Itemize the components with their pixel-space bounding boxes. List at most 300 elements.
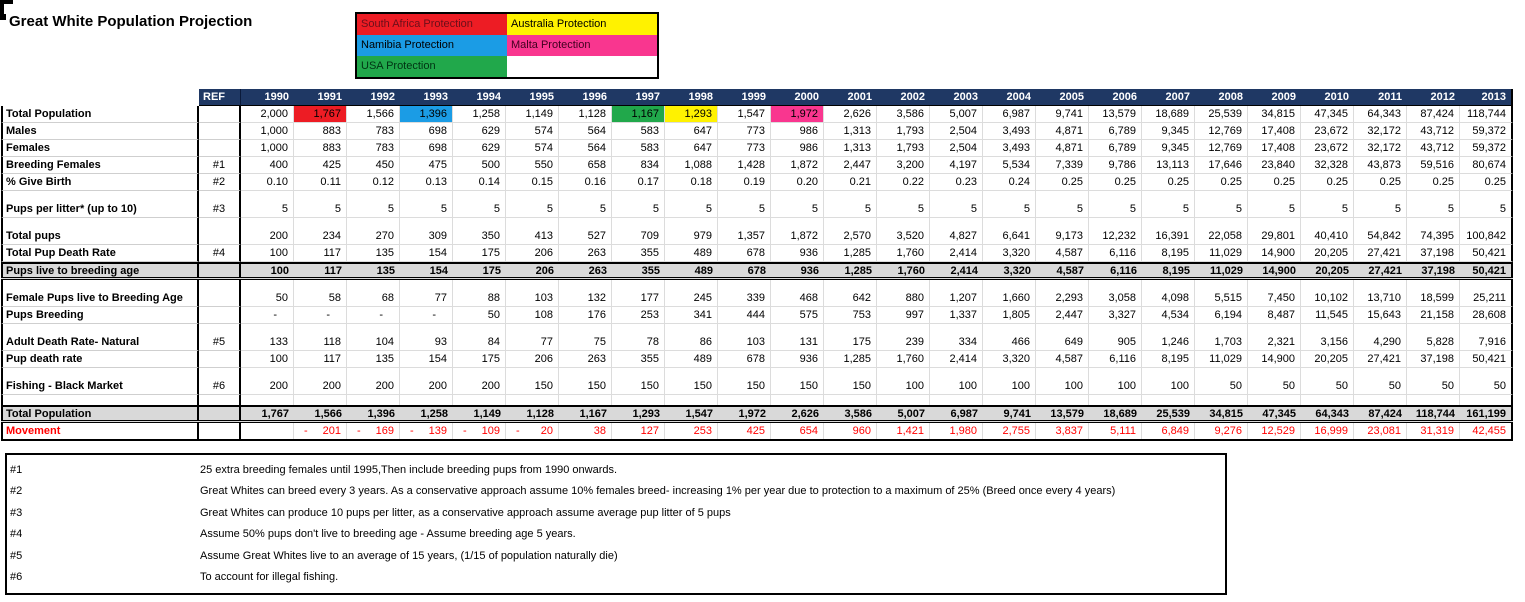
year-header-2008[interactable]: 2008 [1195,89,1248,106]
cell-spacer-2010[interactable] [1301,395,1354,405]
cell-give-birth-2004[interactable]: 0.24 [983,174,1036,191]
row-label[interactable]: Total Pup Death Rate [1,245,199,262]
cell-total-population-1996[interactable]: 1,128 [559,106,612,123]
cell-adult-death-rate-natural-2009[interactable]: 2,321 [1248,334,1301,351]
cell-total-pups-2005[interactable]: 9,173 [1036,228,1089,245]
cell-female-pups-live-to-breeding-age-2003[interactable]: 1,207 [930,290,983,307]
cell-spacer-1998[interactable] [665,191,718,201]
cell-spacer-2010[interactable] [1301,218,1354,228]
cell-give-birth-1997[interactable]: 0.17 [612,174,665,191]
cell-spacer-2004[interactable] [983,218,1036,228]
cell-pups-per-litter-up-to-10-2008[interactable]: 5 [1195,201,1248,218]
cell-spacer-2011[interactable] [1354,395,1407,405]
cell-females-2005[interactable]: 4,871 [1036,140,1089,157]
cell-spacer-2002[interactable] [877,368,930,378]
cell-spacer-2002[interactable] [877,191,930,201]
cell-breeding-females-1994[interactable]: 500 [453,157,506,174]
cell-pups-breeding-2007[interactable]: 4,534 [1142,307,1195,324]
cell-females-1997[interactable]: 583 [612,140,665,157]
cell-spacer-2004[interactable] [983,368,1036,378]
cell-pup-death-rate-2000[interactable]: 936 [771,351,824,368]
cell-pups-breeding-1995[interactable]: 108 [506,307,559,324]
cell-pup-death-rate-1992[interactable]: 135 [347,351,400,368]
cell-spacer-2004[interactable] [983,280,1036,290]
cell-total-pups-2010[interactable]: 40,410 [1301,228,1354,245]
cell-males-1997[interactable]: 583 [612,123,665,140]
cell-males-2006[interactable]: 6,789 [1089,123,1142,140]
cell-pup-death-rate-2013[interactable]: 50,421 [1460,351,1513,368]
cell-spacer-1993[interactable] [400,218,453,228]
cell-pups-per-litter-up-to-10-1997[interactable]: 5 [612,201,665,218]
cell-spacer-2008[interactable] [1195,218,1248,228]
cell-breeding-females-1991[interactable]: 425 [294,157,347,174]
cell-spacer-2013[interactable] [1460,395,1513,405]
cell-males-2003[interactable]: 2,504 [930,123,983,140]
ref-cell[interactable] [199,423,241,439]
cell-pups-breeding-2011[interactable]: 15,643 [1354,307,1407,324]
cell-spacer-2003[interactable] [930,368,983,378]
cell-give-birth-1998[interactable]: 0.18 [665,174,718,191]
cell-spacer-1995[interactable] [506,324,559,334]
cell-total-population-2012[interactable]: 118,744 [1415,407,1455,420]
ref-cell[interactable] [199,218,241,228]
cell-spacer-2010[interactable] [1301,368,1354,378]
row-label[interactable]: Total Population [1,106,199,123]
cell-spacer-2012[interactable] [1407,218,1460,228]
cell-spacer-1991[interactable] [294,191,347,201]
row-label[interactable]: Total pups [1,228,199,245]
cell-pups-breeding-1990[interactable]: - [241,307,294,324]
cell-fishing-black-market-2012[interactable]: 50 [1407,378,1460,395]
cell-pup-death-rate-2008[interactable]: 11,029 [1195,351,1248,368]
cell-females-1993[interactable]: 698 [400,140,453,157]
cell-pups-live-to-breeding-age-2009[interactable]: 14,900 [1262,264,1296,277]
cell-movement-2004[interactable]: 2,755 [983,423,1036,439]
cell-total-population-1993[interactable]: 1,258 [420,407,448,420]
ref-cell[interactable] [199,307,241,324]
cell-spacer-1991[interactable] [294,395,347,405]
ref-cell[interactable] [199,123,241,140]
cell-total-pup-death-rate-2011[interactable]: 27,421 [1354,245,1407,262]
cell-pup-death-rate-2005[interactable]: 4,587 [1036,351,1089,368]
cell-spacer-2011[interactable] [1354,191,1407,201]
row-label[interactable]: Pup death rate [1,351,199,368]
cell-total-population-2003[interactable]: 5,007 [930,106,983,123]
cell-total-pups-1995[interactable]: 413 [506,228,559,245]
cell-total-population-2010[interactable]: 64,343 [1315,407,1349,420]
ref-cell[interactable] [199,351,241,368]
year-header-2007[interactable]: 2007 [1142,89,1195,106]
cell-spacer-1994[interactable] [453,218,506,228]
cell-movement-1997[interactable]: 127 [612,423,665,439]
cell-pups-per-litter-up-to-10-2012[interactable]: 5 [1407,201,1460,218]
cell-spacer-2000[interactable] [771,324,824,334]
cell-spacer-1998[interactable] [665,368,718,378]
year-header-2004[interactable]: 2004 [983,89,1036,106]
cell-spacer-2008[interactable] [1195,395,1248,405]
cell-total-population-2001[interactable]: 2,626 [824,106,877,123]
cell-give-birth-2012[interactable]: 0.25 [1407,174,1460,191]
legend-item-blank-5[interactable] [507,56,657,77]
cell-fishing-black-market-1990[interactable]: 200 [241,378,294,395]
cell-spacer-2004[interactable] [983,191,1036,201]
cell-pups-live-to-breeding-age-2011[interactable]: 27,421 [1368,264,1402,277]
cell-spacer-1994[interactable] [453,368,506,378]
cell-pups-breeding-1999[interactable]: 444 [718,307,771,324]
cell-pups-per-litter-up-to-10-2007[interactable]: 5 [1142,201,1195,218]
cell-adult-death-rate-natural-2011[interactable]: 4,290 [1354,334,1407,351]
cell-movement-2006[interactable]: 5,111 [1089,423,1142,439]
cell-males-2008[interactable]: 12,769 [1195,123,1248,140]
cell-spacer-2002[interactable] [877,395,930,405]
cell-spacer-2011[interactable] [1354,218,1407,228]
cell-pup-death-rate-1997[interactable]: 355 [612,351,665,368]
cell-adult-death-rate-natural-1996[interactable]: 75 [559,334,612,351]
cell-males-2011[interactable]: 32,172 [1354,123,1407,140]
cell-fishing-black-market-1995[interactable]: 150 [506,378,559,395]
cell-give-birth-1992[interactable]: 0.12 [347,174,400,191]
cell-pups-live-to-breeding-age-2001[interactable]: 1,285 [844,264,872,277]
cell-pups-breeding-1993[interactable]: - [400,307,453,324]
year-header-2012[interactable]: 2012 [1407,89,1460,106]
cell-movement-1991[interactable] [294,423,347,439]
cell-give-birth-2007[interactable]: 0.25 [1142,174,1195,191]
cell-adult-death-rate-natural-1995[interactable]: 77 [506,334,559,351]
cell-breeding-females-1997[interactable]: 834 [612,157,665,174]
cell-pup-death-rate-1993[interactable]: 154 [400,351,453,368]
cell-total-pups-1992[interactable]: 270 [347,228,400,245]
cell-fishing-black-market-2006[interactable]: 100 [1089,378,1142,395]
cell-pups-live-to-breeding-age-2010[interactable]: 20,205 [1315,264,1349,277]
cell-total-population-2013[interactable]: 161,199 [1460,407,1513,420]
cell-pups-live-to-breeding-age-2002[interactable]: 1,760 [897,264,925,277]
cell-total-pup-death-rate-2002[interactable]: 1,760 [877,245,930,262]
cell-give-birth-2006[interactable]: 0.25 [1089,174,1142,191]
cell-spacer-1993[interactable] [400,324,453,334]
cell-breeding-females-2005[interactable]: 7,339 [1036,157,1089,174]
year-header-2001[interactable]: 2001 [824,89,877,106]
cell-total-population-2004[interactable]: 9,741 [1003,407,1031,420]
cell-females-2000[interactable]: 986 [771,140,824,157]
cell-spacer-2005[interactable] [1036,191,1089,201]
cell-total-population-1994[interactable]: 1,149 [473,407,501,420]
cell-female-pups-live-to-breeding-age-2006[interactable]: 3,058 [1089,290,1142,307]
cell-spacer-1993[interactable] [400,368,453,378]
cell-spacer-2005[interactable] [1036,324,1089,334]
year-header-2002[interactable]: 2002 [877,89,930,106]
cell-pups-live-to-breeding-age-2000[interactable]: 936 [800,264,819,277]
legend-item-usa-protection[interactable]: USA Protection [357,56,507,77]
cell-fishing-black-market-1998[interactable]: 150 [665,378,718,395]
cell-spacer-2012[interactable] [1407,191,1460,201]
cell-males-2007[interactable]: 9,345 [1142,123,1195,140]
cell-spacer-2005[interactable] [1036,395,1089,405]
cell-movement-2000[interactable]: 654 [771,423,824,439]
cell-spacer-1999[interactable] [718,395,771,405]
cell-total-pups-1998[interactable]: 979 [665,228,718,245]
cell-total-pups-2003[interactable]: 4,827 [930,228,983,245]
cell-total-population-2006[interactable]: 18,689 [1103,407,1137,420]
cell-spacer-2000[interactable] [771,191,824,201]
cell-spacer-2007[interactable] [1142,280,1195,290]
cell-spacer-2011[interactable] [1354,324,1407,334]
cell-total-pups-2009[interactable]: 29,801 [1248,228,1301,245]
cell-females-2010[interactable]: 23,672 [1301,140,1354,157]
cell-total-pups-2004[interactable]: 6,641 [983,228,1036,245]
cell-give-birth-1993[interactable]: 0.13 [400,174,453,191]
cell-spacer-2007[interactable] [1142,218,1195,228]
cell-movement-2001[interactable]: 960 [824,423,877,439]
cell-total-pup-death-rate-2006[interactable]: 6,116 [1089,245,1142,262]
cell-total-pups-1997[interactable]: 709 [612,228,665,245]
cell-movement-2011[interactable]: 23,081 [1354,423,1407,439]
cell-females-1990[interactable]: 1,000 [241,140,294,157]
cell-movement-2008[interactable]: 9,276 [1195,423,1248,439]
cell-adult-death-rate-natural-2001[interactable]: 175 [824,334,877,351]
row-label[interactable] [1,280,199,290]
row-label[interactable]: Pups per litter* (up to 10) [1,201,199,218]
cell-total-population-2002[interactable]: 5,007 [897,407,925,420]
cell-pups-per-litter-up-to-10-1998[interactable]: 5 [665,201,718,218]
cell-spacer-1998[interactable] [665,218,718,228]
cell-males-1991[interactable]: 883 [294,123,347,140]
cell-breeding-females-2007[interactable]: 13,113 [1142,157,1195,174]
cell-fishing-black-market-1992[interactable]: 200 [347,378,400,395]
cell-total-pup-death-rate-1994[interactable]: 175 [453,245,506,262]
cell-adult-death-rate-natural-2007[interactable]: 1,246 [1142,334,1195,351]
ref-cell[interactable] [199,290,241,307]
year-header-2010[interactable]: 2010 [1301,89,1354,106]
cell-spacer-2008[interactable] [1195,324,1248,334]
ref-cell[interactable] [199,191,241,201]
cell-pups-live-to-breeding-age-1995[interactable]: 206 [535,264,554,277]
cell-males-2002[interactable]: 1,793 [877,123,930,140]
cell-fishing-black-market-2008[interactable]: 50 [1195,378,1248,395]
cell-female-pups-live-to-breeding-age-2012[interactable]: 18,599 [1407,290,1460,307]
cell-pups-live-to-breeding-age-1990[interactable]: 100 [270,264,289,277]
cell-adult-death-rate-natural-1992[interactable]: 104 [347,334,400,351]
cell-breeding-females-2009[interactable]: 23,840 [1248,157,1301,174]
cell-pups-per-litter-up-to-10-1992[interactable]: 5 [347,201,400,218]
cell-fishing-black-market-1996[interactable]: 150 [559,378,612,395]
cell-movement-2005[interactable]: 3,837 [1036,423,1089,439]
cell-adult-death-rate-natural-2006[interactable]: 905 [1089,334,1142,351]
cell-total-population-2007[interactable]: 25,539 [1156,407,1190,420]
year-header-1999[interactable]: 1999 [718,89,771,106]
cell-give-birth-2011[interactable]: 0.25 [1354,174,1407,191]
cell-pups-live-to-breeding-age-1999[interactable]: 678 [747,264,766,277]
cell-females-1994[interactable]: 629 [453,140,506,157]
cell-pups-per-litter-up-to-10-2005[interactable]: 5 [1036,201,1089,218]
cell-total-population-2010[interactable]: 47,345 [1301,106,1354,123]
year-header-1993[interactable]: 1993 [400,89,453,106]
cell-pups-breeding-2003[interactable]: 1,337 [930,307,983,324]
cell-total-pups-2006[interactable]: 12,232 [1089,228,1142,245]
cell-pups-per-litter-up-to-10-1991[interactable]: 5 [294,201,347,218]
cell-pups-live-to-breeding-age-2013[interactable]: 50,421 [1460,264,1513,277]
cell-pup-death-rate-1996[interactable]: 263 [559,351,612,368]
cell-female-pups-live-to-breeding-age-2005[interactable]: 2,293 [1036,290,1089,307]
cell-total-pup-death-rate-1995[interactable]: 206 [506,245,559,262]
cell-movement-1998[interactable]: 253 [665,423,718,439]
cell-breeding-females-2013[interactable]: 80,674 [1460,157,1513,174]
cell-breeding-females-2002[interactable]: 3,200 [877,157,930,174]
cell-adult-death-rate-natural-1998[interactable]: 86 [665,334,718,351]
cell-total-population-1995[interactable]: 1,128 [526,407,554,420]
cell-movement-2007[interactable]: 6,849 [1142,423,1195,439]
cell-pups-breeding-2005[interactable]: 2,447 [1036,307,1089,324]
cell-total-population-2007[interactable]: 18,689 [1142,106,1195,123]
row-label[interactable]: Total Population [1,407,199,420]
cell-fishing-black-market-1994[interactable]: 200 [453,378,506,395]
cell-female-pups-live-to-breeding-age-2010[interactable]: 10,102 [1301,290,1354,307]
cell-total-population-2012[interactable]: 87,424 [1407,106,1460,123]
cell-total-pup-death-rate-1992[interactable]: 135 [347,245,400,262]
cell-adult-death-rate-natural-2010[interactable]: 3,156 [1301,334,1354,351]
cell-pup-death-rate-2006[interactable]: 6,116 [1089,351,1142,368]
cell-spacer-2003[interactable] [930,191,983,201]
cell-females-1991[interactable]: 883 [294,140,347,157]
cell-males-2012[interactable]: 43,712 [1407,123,1460,140]
cell-spacer-2012[interactable] [1407,395,1460,405]
cell-female-pups-live-to-breeding-age-1992[interactable]: 68 [347,290,400,307]
cell-spacer-2006[interactable] [1089,280,1142,290]
cell-female-pups-live-to-breeding-age-2008[interactable]: 5,515 [1195,290,1248,307]
cell-breeding-females-2004[interactable]: 5,534 [983,157,1036,174]
cell-spacer-1990[interactable] [241,191,294,201]
year-header-2009[interactable]: 2009 [1248,89,1301,106]
cell-spacer-1996[interactable] [559,368,612,378]
cell-fishing-black-market-2005[interactable]: 100 [1036,378,1089,395]
cell-total-pup-death-rate-2010[interactable]: 20,205 [1301,245,1354,262]
cell-pups-per-litter-up-to-10-2001[interactable]: 5 [824,201,877,218]
cell-males-1999[interactable]: 773 [718,123,771,140]
cell-adult-death-rate-natural-2008[interactable]: 1,703 [1195,334,1248,351]
cell-give-birth-1990[interactable]: 0.10 [241,174,294,191]
cell-total-pups-2008[interactable]: 22,058 [1195,228,1248,245]
cell-spacer-1996[interactable] [559,218,612,228]
cell-males-2010[interactable]: 23,672 [1301,123,1354,140]
cell-spacer-2002[interactable] [877,324,930,334]
cell-total-population-1990[interactable]: 2,000 [241,106,294,123]
cell-spacer-1990[interactable] [241,368,294,378]
cell-pups-live-to-breeding-age-2008[interactable]: 11,029 [1209,264,1243,277]
cell-spacer-2001[interactable] [824,324,877,334]
cell-total-population-2003[interactable]: 6,987 [950,407,978,420]
cell-total-pup-death-rate-2008[interactable]: 11,029 [1195,245,1248,262]
cell-pups-per-litter-up-to-10-1994[interactable]: 5 [453,201,506,218]
cell-movement-1990[interactable] [241,423,294,439]
cell-adult-death-rate-natural-1991[interactable]: 118 [294,334,347,351]
cell-spacer-1996[interactable] [559,395,612,405]
cell-spacer-1990[interactable] [241,218,294,228]
cell-spacer-2006[interactable] [1089,218,1142,228]
cell-males-1994[interactable]: 629 [453,123,506,140]
ref-column-header[interactable]: REF [199,89,241,106]
cell-pups-per-litter-up-to-10-2003[interactable]: 5 [930,201,983,218]
cell-males-1990[interactable]: 1,000 [241,123,294,140]
cell-give-birth-1995[interactable]: 0.15 [506,174,559,191]
cell-movement-2003[interactable]: 1,980 [930,423,983,439]
cell-movement-1999[interactable]: 425 [718,423,771,439]
cell-fishing-black-market-2002[interactable]: 100 [877,378,930,395]
cell-total-pup-death-rate-1999[interactable]: 678 [718,245,771,262]
cell-give-birth-1996[interactable]: 0.16 [559,174,612,191]
legend-item-south-africa-protection[interactable]: South Africa Protection [357,14,507,35]
cell-total-population-2001[interactable]: 3,586 [844,407,872,420]
cell-spacer-2007[interactable] [1142,395,1195,405]
cell-total-population-1994[interactable]: 1,258 [453,106,506,123]
cell-pups-per-litter-up-to-10-2006[interactable]: 5 [1089,201,1142,218]
cell-total-population-1991[interactable]: 1,566 [314,407,342,420]
cell-spacer-1992[interactable] [347,218,400,228]
cell-spacer-1993[interactable] [400,191,453,201]
cell-total-population-1998[interactable]: 1,547 [685,407,713,420]
cell-total-population-2005[interactable]: 13,579 [1050,407,1084,420]
cell-pups-per-litter-up-to-10-2004[interactable]: 5 [983,201,1036,218]
legend-item-malta-protection[interactable]: Malta Protection [507,35,657,56]
year-header-1991[interactable]: 1991 [294,89,347,106]
row-label[interactable] [1,324,199,334]
cell-spacer-2001[interactable] [824,395,877,405]
cell-total-pups-1999[interactable]: 1,357 [718,228,771,245]
cell-females-2004[interactable]: 3,493 [983,140,1036,157]
cell-spacer-2002[interactable] [877,218,930,228]
cell-fishing-black-market-2013[interactable]: 50 [1460,378,1513,395]
cell-pups-breeding-1998[interactable]: 341 [665,307,718,324]
cell-males-2000[interactable]: 986 [771,123,824,140]
cell-female-pups-live-to-breeding-age-2002[interactable]: 880 [877,290,930,307]
cell-spacer-2012[interactable] [1407,324,1460,334]
cell-spacer-2011[interactable] [1354,280,1407,290]
cell-males-1996[interactable]: 564 [559,123,612,140]
cell-total-population-2009[interactable]: 34,815 [1248,106,1301,123]
cell-female-pups-live-to-breeding-age-2013[interactable]: 25,211 [1460,290,1513,307]
cell-spacer-2005[interactable] [1036,218,1089,228]
cell-spacer-2009[interactable] [1248,324,1301,334]
cell-pups-live-to-breeding-age-1998[interactable]: 489 [694,264,713,277]
cell-pups-live-to-breeding-age-1991[interactable]: 117 [324,264,342,277]
cell-total-population-1995[interactable]: 1,149 [506,106,559,123]
cell-pups-live-to-breeding-age-1992[interactable]: 135 [376,264,395,277]
cell-pups-per-litter-up-to-10-2002[interactable]: 5 [877,201,930,218]
cell-total-pup-death-rate-2000[interactable]: 936 [771,245,824,262]
cell-pups-live-to-breeding-age-1994[interactable]: 175 [482,264,501,277]
cell-males-1993[interactable]: 698 [400,123,453,140]
ref-cell[interactable]: #4 [199,245,241,262]
cell-spacer-2003[interactable] [930,395,983,405]
ref-cell[interactable] [199,368,241,378]
cell-give-birth-2001[interactable]: 0.21 [824,174,877,191]
cell-males-2004[interactable]: 3,493 [983,123,1036,140]
cell-fishing-black-market-1997[interactable]: 150 [612,378,665,395]
ref-cell[interactable] [199,106,241,123]
cell-pups-per-litter-up-to-10-2010[interactable]: 5 [1301,201,1354,218]
cell-pup-death-rate-1999[interactable]: 678 [718,351,771,368]
cell-movement-2012[interactable]: 31,319 [1407,423,1460,439]
cell-total-population-2013[interactable]: 118,744 [1460,106,1513,123]
cell-females-2002[interactable]: 1,793 [877,140,930,157]
cell-total-pup-death-rate-1991[interactable]: 117 [294,245,347,262]
cell-pups-live-to-breeding-age-2003[interactable]: 2,414 [950,264,978,277]
cell-pup-death-rate-2012[interactable]: 37,198 [1407,351,1460,368]
cell-movement-2013[interactable]: 42,455 [1460,423,1513,439]
cell-total-population-1997[interactable]: 1,167 [612,106,665,123]
row-label[interactable]: Female Pups live to Breeding Age [1,290,199,307]
cell-spacer-1992[interactable] [347,395,400,405]
cell-total-pup-death-rate-1993[interactable]: 154 [400,245,453,262]
cell-movement-1993[interactable] [400,423,453,439]
